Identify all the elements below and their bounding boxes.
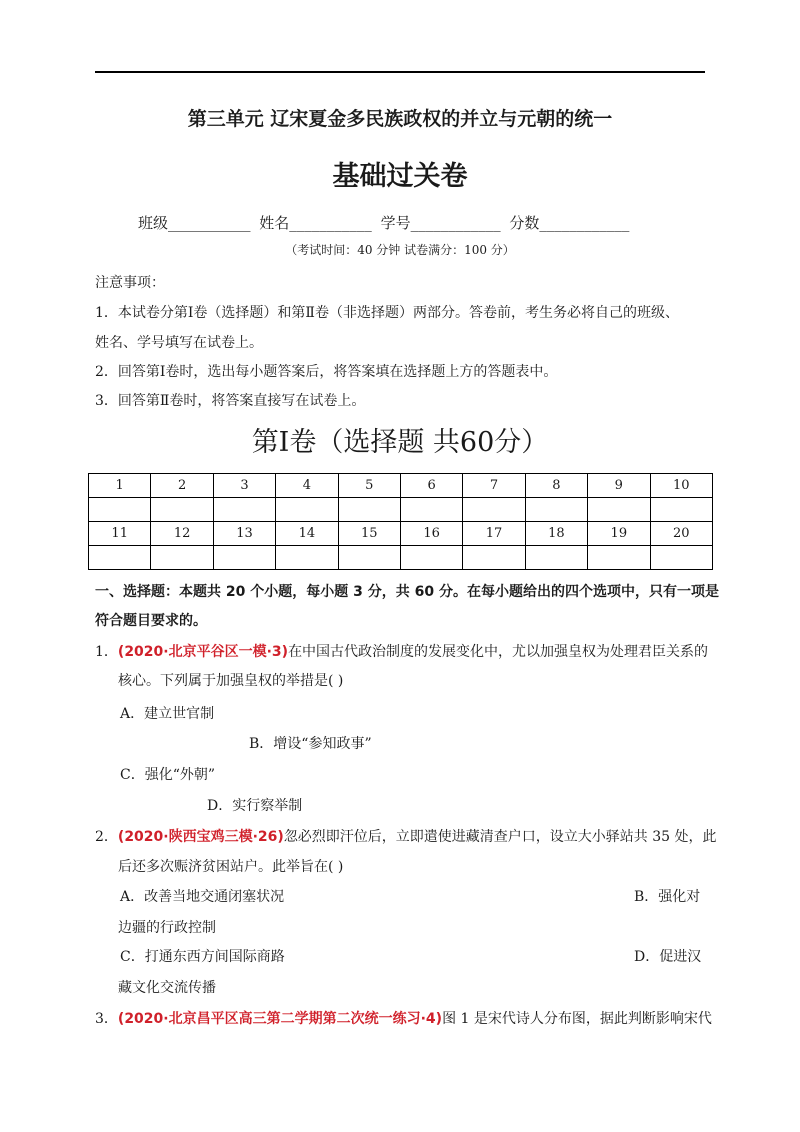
question-1-line2: 核心。下列属于加强皇权的举措是( ) <box>118 673 344 689</box>
question-number: 2． <box>95 829 118 845</box>
table-row <box>89 546 713 570</box>
question-1-option-b[interactable]: B．增设“参知政事” <box>249 736 372 752</box>
answer-cell[interactable] <box>276 546 338 570</box>
question-number: 3． <box>95 1011 118 1027</box>
table-cell: 5 <box>338 474 400 498</box>
answer-table <box>88 473 713 570</box>
answer-cell[interactable] <box>650 546 712 570</box>
note-item-2: 2．回答第Ⅰ卷时，选出每小题答案后，将答案填在选择题上方的答题表中。 <box>95 364 558 380</box>
question-2-option-a[interactable]: A．改善当地交通闭塞状况 <box>120 889 285 905</box>
answer-cell[interactable] <box>463 546 525 570</box>
answer-cell[interactable] <box>525 498 587 522</box>
table-cell: 4 <box>276 474 338 498</box>
note-item-1-line2: 姓名、学号填写在试卷上。 <box>95 335 263 351</box>
answer-cell[interactable] <box>338 498 400 522</box>
table-cell: 17 <box>463 522 525 546</box>
note-item-1-line1: 1．本试卷分第Ⅰ卷（选择题）和第Ⅱ卷（非选择题）两部分。答卷前，考生务必将自己的班级、 <box>95 305 679 321</box>
answer-cell[interactable] <box>400 498 462 522</box>
table-row <box>89 498 713 522</box>
table-cell: 12 <box>151 522 213 546</box>
question-1-line1 <box>95 641 708 661</box>
name-field: 姓名___________ <box>259 214 372 232</box>
table-cell: 14 <box>276 522 338 546</box>
question-1-option-a[interactable]: A．建立世官制 <box>120 706 215 722</box>
question-1-option-c[interactable]: C．强化“外朝” <box>120 767 216 783</box>
table-cell: 18 <box>525 522 587 546</box>
question-2-option-d-continued[interactable]: 藏文化交流传播 <box>118 980 216 996</box>
instructions-line2: 符合题目要求的。 <box>95 613 207 629</box>
answer-cell[interactable] <box>213 546 275 570</box>
table-cell: 7 <box>463 474 525 498</box>
question-2-option-c[interactable]: C．打通东西方间国际商路 <box>120 949 285 965</box>
table-cell: 3 <box>213 474 275 498</box>
question-stem: 图 1 是宋代诗人分布图，据此判断影响宋代 <box>442 1011 712 1027</box>
question-source: (2020·北京平谷区一模·3) <box>117 644 289 660</box>
section-title: 第Ⅰ卷（选择题 共60分） <box>251 427 549 458</box>
answer-cell[interactable] <box>213 498 275 522</box>
answer-cell[interactable] <box>463 498 525 522</box>
table-cell: 1 <box>89 474 151 498</box>
table-cell: 20 <box>650 522 712 546</box>
table-row <box>89 474 713 498</box>
question-2-line2: 后还多次赈济贫困站户。此举旨在( ) <box>118 859 344 875</box>
question-2-option-b[interactable]: B．强化对 <box>634 889 701 905</box>
answer-cell[interactable] <box>151 498 213 522</box>
answer-cell[interactable] <box>338 546 400 570</box>
unit-title: 第三单元 辽宋夏金多民族政权的并立与元朝的统一 <box>187 108 613 130</box>
question-2-option-b-continued[interactable]: 边疆的行政控制 <box>118 920 216 936</box>
table-cell: 11 <box>89 522 151 546</box>
exam-meta: （考试时间：40 分钟 试卷满分：100 分） <box>285 243 515 257</box>
table-cell: 13 <box>213 522 275 546</box>
answer-cell[interactable] <box>151 546 213 570</box>
question-source: (2020·陕西宝鸡三模·26) <box>117 829 284 845</box>
table-row <box>89 522 713 546</box>
answer-cell[interactable] <box>525 546 587 570</box>
question-3-line1 <box>95 1008 712 1028</box>
table-cell: 8 <box>525 474 587 498</box>
student-info-row <box>138 212 633 233</box>
answer-cell[interactable] <box>89 498 151 522</box>
question-stem: 忽必烈即汗位后，立即遣使进藏清查户口，设立大小驿站共 35 处，此 <box>283 829 717 845</box>
answer-cell[interactable] <box>588 498 650 522</box>
table-cell: 15 <box>338 522 400 546</box>
question-2-line1 <box>95 826 717 846</box>
answer-cell[interactable] <box>276 498 338 522</box>
table-cell: 19 <box>588 522 650 546</box>
question-1-option-d[interactable]: D．实行察举制 <box>207 798 303 814</box>
note-item-3: 3．回答第Ⅱ卷时，将答案直接写在试卷上。 <box>95 393 366 409</box>
top-rule <box>95 71 705 73</box>
answer-cell[interactable] <box>400 546 462 570</box>
table-cell: 2 <box>151 474 213 498</box>
class-field: 班级___________ <box>138 214 251 232</box>
table-cell: 10 <box>650 474 712 498</box>
table-cell: 6 <box>400 474 462 498</box>
instructions-line1: 一、选择题：本题共 20 个小题，每小题 3 分，共 60 分。在每小题给出的四个选项中，只有一项是 <box>95 584 719 600</box>
exam-title: 基础过关卷 <box>332 161 468 192</box>
question-2-option-d[interactable]: D．促进汉 <box>634 949 702 965</box>
question-source: (2020·北京昌平区高三第二学期第二次统一练习·4) <box>117 1011 443 1027</box>
answer-cell[interactable] <box>89 546 151 570</box>
answer-cell[interactable] <box>588 546 650 570</box>
answer-cell[interactable] <box>650 498 712 522</box>
notes-heading: 注意事项： <box>95 275 165 291</box>
question-stem: 在中国古代政治制度的发展变化中，尤以加强皇权为处理君臣关系的 <box>288 644 709 660</box>
question-number: 1． <box>95 644 118 660</box>
student-id-field: 学号____________ <box>380 214 501 232</box>
score-field: 分数____________ <box>509 214 630 232</box>
table-cell: 9 <box>588 474 650 498</box>
table-cell: 16 <box>400 522 462 546</box>
